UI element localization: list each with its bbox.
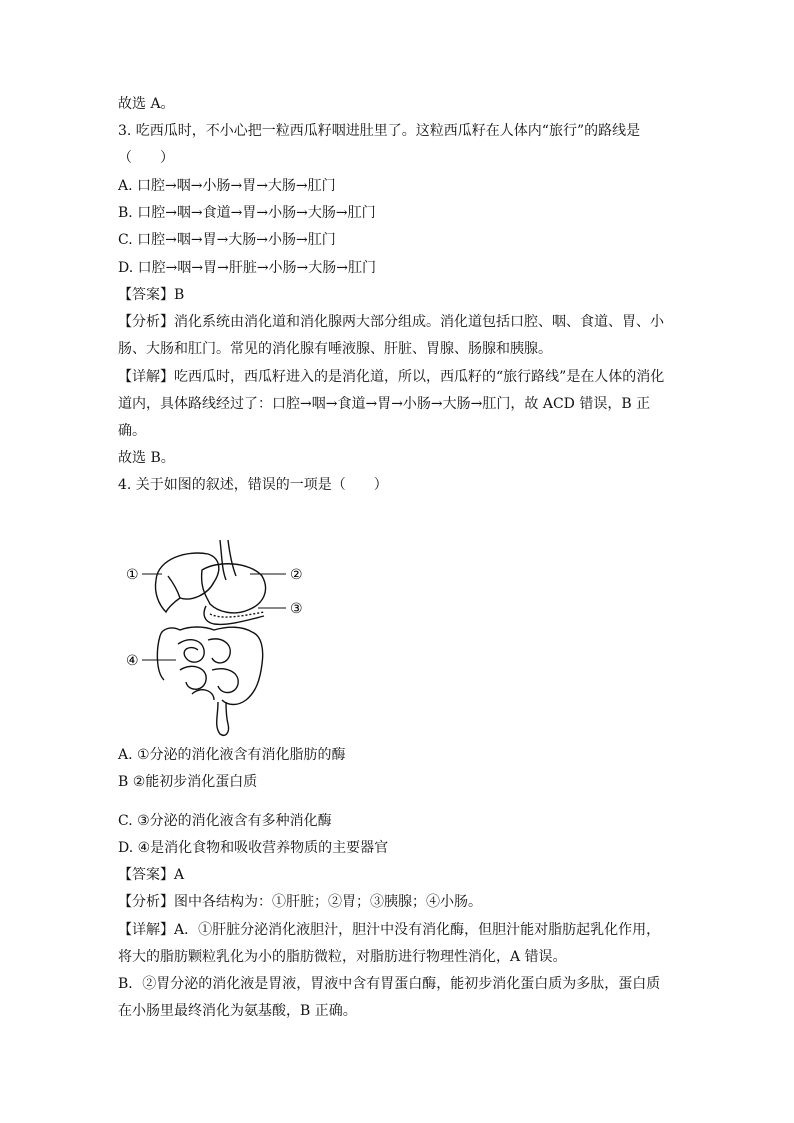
analysis-line: 【分析】消化系统由消化道和消化腺两大部分组成。消化道包括口腔、咽、食道、胃、小: [118, 314, 664, 330]
analysis-line: 肠、大肠和肛门。常见的消化腺有唾液腺、肝脏、胃腺、肠腺和胰腺。: [118, 341, 552, 357]
option-a: A. ①分泌的消化液含有消化脂肪的酶: [118, 747, 346, 763]
option-b: B ②能初步消化蛋白质: [118, 774, 258, 790]
question-4-stem: 4. 关于如图的叙述，错误的一项是（ ）: [118, 477, 388, 493]
explanation-line: 道内，具体路线经过了：口腔→咽→食道→胃→小肠→大肠→肛门，故 ACD 错误，B 正: [118, 396, 651, 412]
question-3-stem: 3. 吃西瓜时，不小心把一粒西瓜籽咽进肚里了。这粒西瓜籽在人体内“旅行”的路线是: [118, 123, 641, 139]
label-3: ③: [290, 601, 303, 617]
answer-line: 【答案】A: [118, 867, 185, 883]
answer-line: 【答案】B: [118, 287, 185, 303]
digestive-system-figure: [118, 540, 328, 740]
explanation-line: 将大的脂肪颗粒乳化为小的脂肪微粒，对脂肪进行物理性消化，A 错误。: [118, 949, 567, 965]
option-c: C. 口腔→咽→胃→大肠→小肠→肛门: [118, 232, 336, 248]
explanation-line: B．②胃分泌的消化液是胃液，胃液中含有胃蛋白酶，能初步消化蛋白质为多肽，蛋白质: [118, 976, 661, 992]
option-c: C. ③分泌的消化液含有多种消化酶: [118, 813, 332, 829]
question-3-blank: （ ）: [118, 150, 174, 166]
label-2: ②: [290, 567, 303, 583]
option-d: D. ④是消化食物和吸收营养物质的主要器官: [118, 840, 389, 856]
explanation-line: 在小肠里最终消化为氨基酸，B 正确。: [118, 1003, 357, 1019]
text-line: 故选 B。: [118, 450, 175, 466]
label-4: ④: [126, 653, 139, 669]
option-d: D. 口腔→咽→胃→肝脏→小肠→大肠→肛门: [118, 260, 377, 276]
explanation-line: 【详解】吃西瓜时，西瓜籽进入的是消化道，所以，西瓜籽的“旅行路线”是在人体的消化: [118, 369, 665, 385]
option-a: A. 口腔→咽→小肠→胃→大肠→肛门: [118, 178, 336, 194]
option-b: B. 口腔→咽→食道→胃→小肠→大肠→肛门: [118, 205, 376, 221]
label-1: ①: [126, 567, 139, 583]
analysis-line: 【分析】图中各结构为：①肝脏；②胃；③胰腺；④小肠。: [118, 894, 482, 910]
text-line: 故选 A。: [118, 96, 175, 112]
explanation-line: 确。: [118, 423, 146, 439]
digestive-system-diagram: [118, 540, 328, 740]
explanation-line: 【详解】A．①肝脏分泌消化液胆汁，胆汁中没有消化酶，但胆汁能对脂肪起乳化作用，: [118, 922, 661, 938]
